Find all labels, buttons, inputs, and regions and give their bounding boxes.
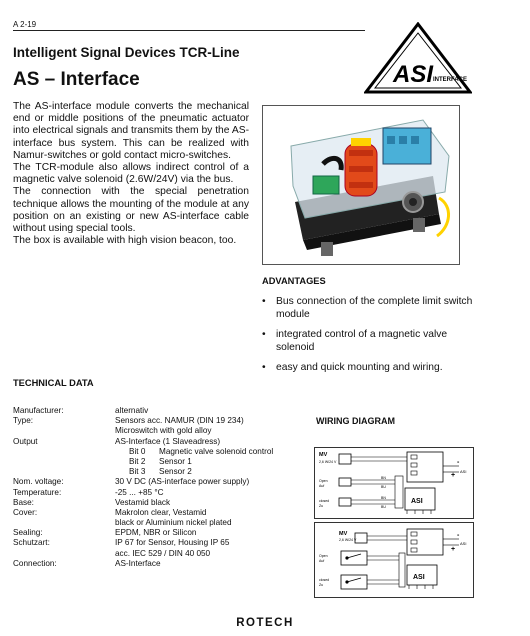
intro-text — [13, 101, 249, 247]
intro-paragraph-4: The box is available with high vision beacon, too. — [13, 235, 237, 247]
wiring-diagram-namur — [314, 447, 474, 519]
list-item: • Bus connection of the complete limit switch module — [262, 296, 473, 320]
logo-text: ASI — [393, 61, 434, 88]
open-label: Open — [319, 554, 328, 558]
bn-label-1: BN — [381, 476, 386, 480]
asi-logo — [364, 22, 472, 94]
bn-label-2: BN — [381, 496, 386, 500]
plus-label: + — [451, 472, 456, 479]
asi-module-label: ASI — [413, 574, 425, 581]
bu-label-2: BU — [381, 505, 386, 509]
mv-sub-label: 2,6 W/24 V — [339, 538, 357, 542]
bullet-icon: • — [262, 296, 266, 307]
bu-label-1: BU — [381, 485, 386, 489]
product-illustration — [263, 106, 459, 264]
asi-terminal-label: ASI — [460, 469, 467, 474]
wiring-diagram-heading: WIRING DIAGRAM — [316, 416, 395, 426]
intro-paragraph-3: The connection with the special penetration technique allows the mounting of the module at any position on an existing or new AS-interface cable without using special tools. — [13, 186, 249, 235]
minus-label: - — [457, 532, 460, 539]
open-label: Open — [319, 479, 328, 483]
page-number: A 2-19 — [13, 20, 37, 29]
plus-label: + — [451, 546, 456, 553]
list-item: • easy and quick mounting and wiring. — [262, 362, 443, 373]
advantages-heading: ADVANTAGES — [262, 276, 326, 286]
closed-label: closed — [319, 499, 330, 503]
intro-paragraph-1: The AS-interface module converts the mechanical end or middle positions of the pneumatic actuator into electrical signals and transmits them by the AS-interface bus system. This can be realized with Namur-switches or gold contact micro-switches. — [13, 101, 249, 161]
mv-label: MV — [339, 531, 348, 537]
bullet-icon: • — [262, 362, 266, 373]
minus-label: - — [457, 459, 460, 466]
document-subtitle: Intelligent Signal Devices TCR-Line — [13, 45, 240, 60]
closed-sub-label: Zu — [319, 504, 324, 508]
logo-subtext: INTERFACE — [433, 77, 468, 83]
mv-sub-label: 2,6 W/24 V — [319, 460, 337, 464]
closed-label: closed — [319, 578, 330, 582]
asi-terminal-label: ASI — [460, 541, 467, 546]
header-rule — [13, 30, 365, 31]
bullet-icon: • — [262, 329, 266, 340]
wiring-diagram-microswitch — [314, 522, 474, 598]
document-title: AS – Interface — [13, 69, 140, 90]
open-sub-label: Auf — [319, 559, 325, 563]
intro-paragraph-2: The TCR-module also allows indirect control of a magnetic valve solenoid (2.6W/24V) via the bus. — [13, 162, 249, 186]
list-item: • integrated control of a magnetic valve solenoid — [262, 329, 448, 353]
mv-label: MV — [319, 452, 328, 458]
advantages-list — [262, 296, 477, 383]
footer-brand: ROTECH — [236, 617, 294, 629]
asi-module-label: ASI — [411, 498, 423, 505]
product-photo — [262, 105, 460, 265]
technical-data-heading: TECHNICAL DATA — [13, 378, 94, 388]
closed-sub-label: Zu — [319, 583, 324, 587]
open-sub-label: Auf — [319, 484, 325, 488]
